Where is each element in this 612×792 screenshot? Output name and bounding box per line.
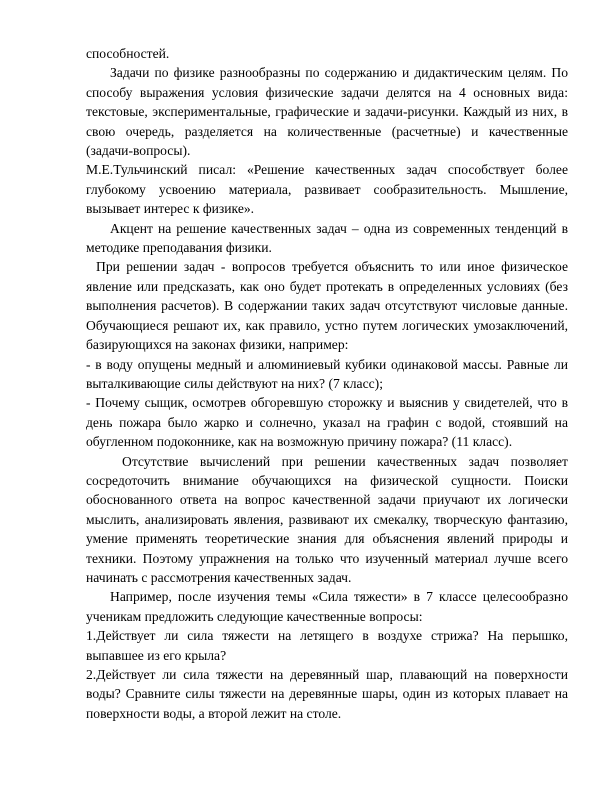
paragraph-example-1: - в воду опущены медный и алюминиевый кубики одинаковой массы. Равные ли выталкивающие силы действуют на них? (7 класс); — [86, 356, 568, 391]
paragraph-continuation: способностей. — [86, 46, 170, 61]
paragraph-task-types: Задачи по физике разнообразны по содержанию и дидактическим целям. По способу выражения условия физические задачи делятся на 4 основных вида: текстовые, экспериментальные, графические и задачи-рисунки. Каждый из них, в свою очередь, разделяется на количественные (расчетные) и качественные (задачи-вопросы). — [86, 65, 568, 159]
paragraph-quote: М.Е.Тульчинский писал: «Решение качественных задач способствует более глубокому усвоению материала, развивает сообразительность. Мышление, вызывает интерес к физике». — [86, 162, 568, 217]
paragraph-question-tasks: При решении задач - вопросов требуется объяснить то или иное физическое явление или предсказать, как оно будет протекать в определенных условиях (без выполнения расчетов). В содержании таких задач отсутствуют числовые данные. Обучающиеся решают их, как правило, устно путем логических умозаключений, базирующихся на законах физики, например: — [86, 259, 568, 353]
paragraph-question-2: 2.Действует ли сила тяжести на деревянный шар, плавающий на поверхности воды? Сравните силы тяжести на деревянные шары, один из которых плавает на поверхности воды, а второй лежит на столе. — [86, 667, 568, 721]
paragraph-example-2: - Почему сыщик, осмотрев обгоревшую сторожку и выяснив у свидетелей, что в день пожара было жарко и солнечно, указал на графин с водой, стоявший на обугленном подоконнике, как на возможную причину пожара? (11 класс). — [86, 395, 568, 450]
paragraph-no-calculations: Отсутствие вычислений при решении качественных задач позволяет сосредоточить внимание обучающихся на физической сущности. Поиски обоснованного ответа на вопрос качественной задачи приучают их логически мыслить, анализировать явления, развивают их смекалку, творческую фантазию, умение применять теоретические знания для объяснения явлений природы и техники. Поэтому упражнения на только что изученный материал лучше всего начинать с рассмотрения качественных задач. — [86, 453, 568, 585]
paragraph-accent: Акцент на решение качественных задач – одна из современных тенденций в методике преподавания физики. — [86, 220, 568, 256]
paragraph-gravity-topic: Например, после изучения темы «Сила тяжести» в 7 классе целесообразно ученикам предложить следующие качественные вопросы: — [86, 589, 568, 624]
paragraph-question-1: 1.Действует ли сила тяжести на летящего в воздухе стрижа? На перышко, выпавшее из его крыла? — [86, 628, 568, 663]
